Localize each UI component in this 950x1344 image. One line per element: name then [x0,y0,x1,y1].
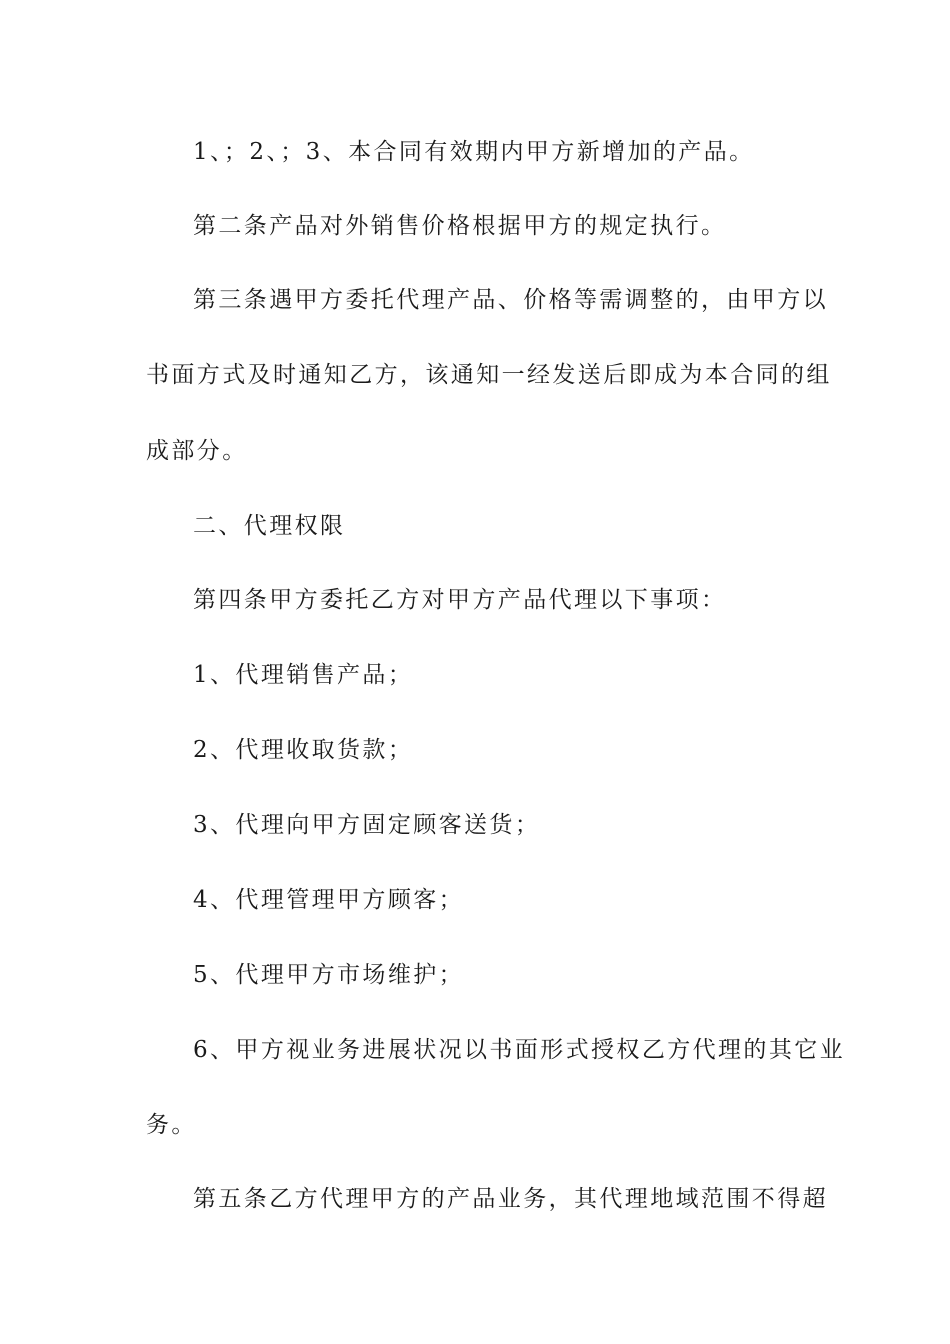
text-line: 第五条乙方代理甲方的产品业务，其代理地域范围不得超 [193,1186,828,1212]
list-item: 6、甲方视业务进展状况以书面形式授权乙方代理的其它业 [193,1037,846,1063]
text-line: 1、；2、；3、本合同有效期内甲方新增加的产品。 [193,139,755,165]
list-item: 2、代理收取货款； [193,737,414,763]
text-line: 第二条产品对外销售价格根据甲方的规定执行。 [193,213,727,239]
text-line: 书面方式及时通知乙方，该通知一经发送后即成为本合同的组 [146,362,832,388]
text-line: 成部分。 [146,438,248,464]
list-item: 5、代理甲方市场维护； [193,962,465,988]
list-item: 3、代理向甲方固定顾客送货； [193,812,541,838]
text-line: 第三条遇甲方委托代理产品、价格等需调整的，由甲方以 [193,287,828,313]
section-heading: 二、代理权限 [193,513,346,539]
text-line: 务。 [146,1112,197,1138]
list-item: 4、代理管理甲方顾客； [193,887,465,913]
text-line: 第四条甲方委托乙方对甲方产品代理以下事项： [193,587,727,613]
list-item: 1、代理销售产品； [193,662,414,688]
